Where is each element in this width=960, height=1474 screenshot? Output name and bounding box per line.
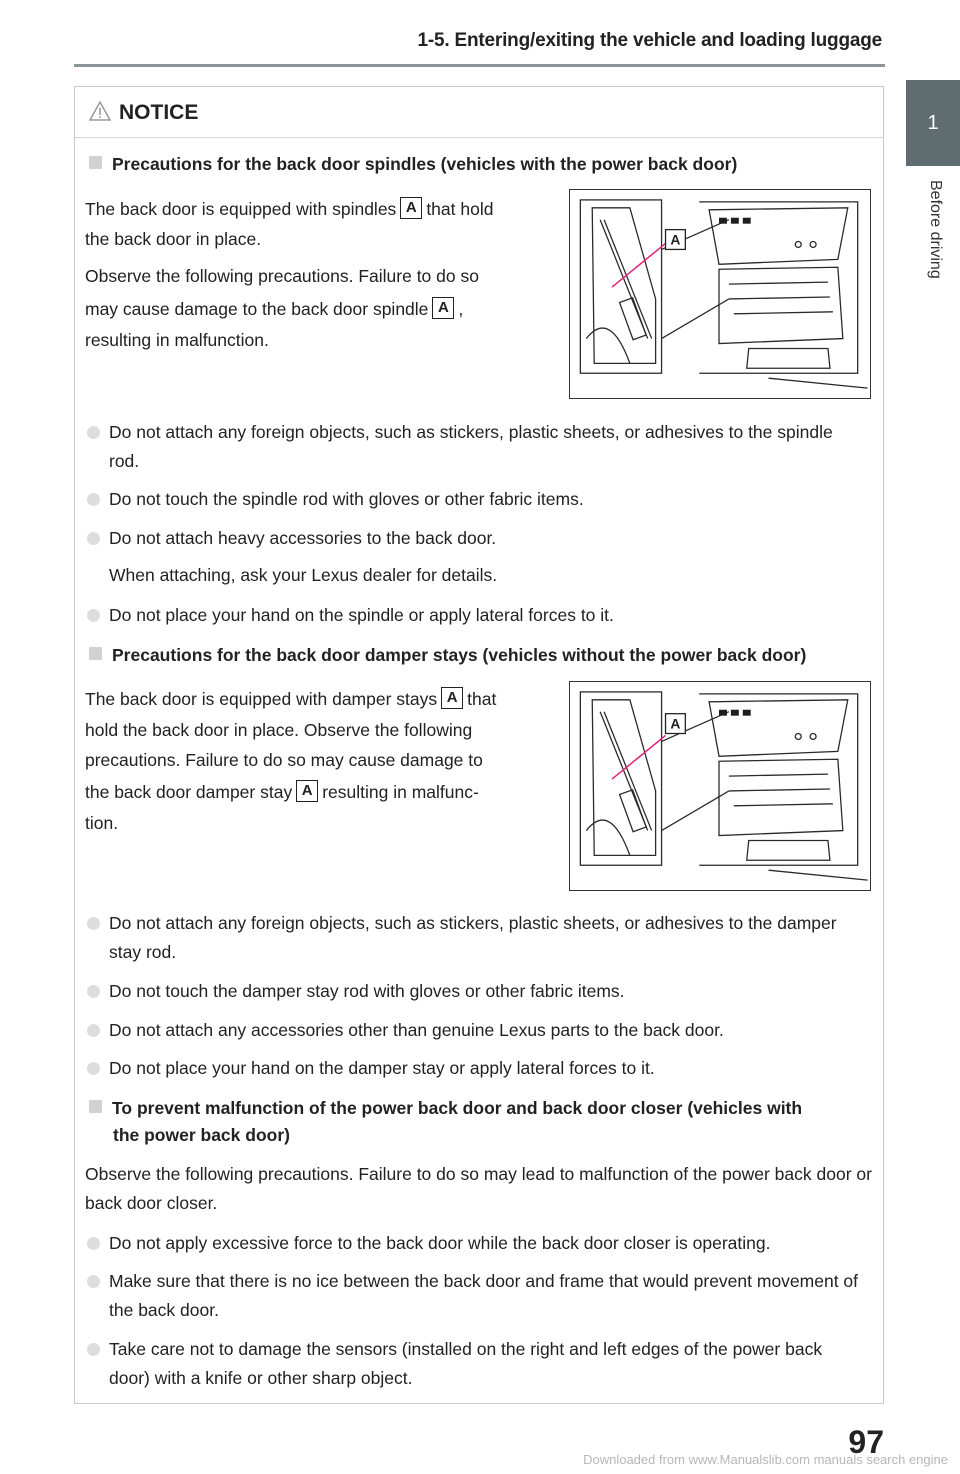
damper-para-line2: hold the back door in place. Observe the following: [85, 720, 473, 740]
bullet-item: Do not place your hand on the spindle or apply lateral forces to it.: [87, 601, 867, 630]
damper-para-line1: The back door is equipped with damper stays A that: [85, 689, 497, 709]
power-door-intro: Observe the following precautions. Failure to do so may lead to malfunction of the power back door or back door closer.: [85, 1164, 872, 1213]
back-door-spindle-illustration: [570, 190, 870, 398]
leader-line: [612, 735, 665, 779]
figure-label-a: A: [670, 231, 681, 248]
bullet-dot-icon: [87, 609, 100, 622]
section-heading-damper-stays: [89, 642, 869, 669]
bullet-item: Do not place your hand on the damper stay or apply lateral forces to it.: [87, 1054, 867, 1083]
ref-label-a: A: [400, 197, 422, 219]
bullet-dot-icon: [87, 532, 100, 545]
notice-box: [74, 86, 884, 1404]
header-rule: [74, 64, 885, 67]
section-heading-text: To prevent malfunction of the power back door and back door closer (vehicles with: [112, 1098, 803, 1118]
bullet-item: Do not attach any foreign objects, such as stickers, plastic sheets, or adhesives to the damper stay rod.: [87, 909, 867, 967]
bullet-item: Make sure that there is no ice between the back door and frame that would prevent movement of the back door.: [87, 1267, 867, 1325]
bullet-dot-icon: [87, 985, 100, 998]
bullet-dot-icon: [87, 493, 100, 506]
watermark: Downloaded from www.Manualslib.com manuals search engine: [583, 1452, 948, 1467]
bullet-item: Do not touch the spindle rod with gloves or other fabric items.: [87, 485, 867, 514]
ref-label-a: A: [441, 687, 463, 709]
bullet-item: Take care not to damage the sensors (installed on the right and left edges of the power back door) with a knife or other sharp object.: [87, 1335, 867, 1393]
ref-label-a: A: [296, 780, 318, 802]
chapter-label: [904, 180, 954, 320]
section-heading-text: Precautions for the back door spindles (vehicles with the power back door): [112, 154, 738, 174]
running-header: 1-5. Entering/exiting the vehicle and loading luggage: [417, 30, 882, 51]
bullet-item: Do not apply excessive force to the back door while the back door closer is operating.: [87, 1229, 867, 1258]
bullet-item: Do not attach heavy accessories to the back door. When attaching, ask your Lexus dealer for details.: [87, 524, 867, 590]
damper-para-line3: precautions. Failure to do so may cause damage to: [85, 750, 483, 770]
bullet-dot-icon: [87, 1237, 100, 1250]
ref-label-a: A: [432, 297, 454, 319]
bullet-item: Do not attach any foreign objects, such as stickers, plastic sheets, or adhesives to the spindle rod.: [87, 418, 867, 476]
square-bullet-icon: [89, 1100, 102, 1113]
illustration-damper-stay: [569, 681, 871, 891]
illustration-spindle: [569, 189, 871, 399]
square-bullet-icon: [89, 156, 102, 169]
bullet-dot-icon: [87, 1062, 100, 1075]
bullet-item: Do not touch the damper stay rod with gloves or other fabric items.: [87, 977, 867, 1006]
page-number: 97: [848, 1424, 884, 1460]
spindles-para-line3: Observe the following precautions. Failure to do so: [85, 266, 479, 286]
notice-header: [75, 87, 883, 138]
bullet-dot-icon: [87, 917, 100, 930]
leader-line: [612, 243, 665, 287]
section-heading-spindles: [89, 151, 869, 178]
section-heading-power-back-door: [89, 1095, 869, 1149]
bullet-dot-icon: [87, 426, 100, 439]
spindles-para-line1: The back door is equipped with spindles A that hold: [85, 199, 494, 219]
chapter-label-text: Before driving: [927, 180, 944, 279]
spindles-para-line4: may cause damage to the back door spindle A ,: [85, 299, 464, 319]
bullet-dot-icon: [87, 1343, 100, 1356]
spindles-para-line5: resulting in malfunction.: [85, 330, 269, 350]
spindles-para-line2: the back door in place.: [85, 229, 262, 249]
bullet-dot-icon: [87, 1275, 100, 1288]
damper-para-line4: the back door damper stay A resulting in malfunc-: [85, 782, 479, 802]
notice-label: NOTICE: [119, 101, 199, 124]
section-heading-text: Precautions for the back door damper stays (vehicles without the power back door): [112, 645, 807, 665]
bullet-subtext: When attaching, ask your Lexus dealer for details.: [109, 565, 498, 585]
square-bullet-icon: [89, 647, 102, 660]
bullet-item: Do not attach any accessories other than genuine Lexus parts to the back door.: [87, 1016, 867, 1045]
back-door-damper-illustration: [570, 682, 870, 890]
chapter-tab[interactable]: 1: [906, 80, 960, 166]
warning-triangle-icon: [89, 101, 111, 121]
bullet-dot-icon: [87, 1024, 100, 1037]
section-heading-text-line2: the power back door): [113, 1125, 290, 1145]
damper-para-line5: tion.: [85, 813, 119, 833]
figure-label-a: A: [670, 715, 681, 732]
